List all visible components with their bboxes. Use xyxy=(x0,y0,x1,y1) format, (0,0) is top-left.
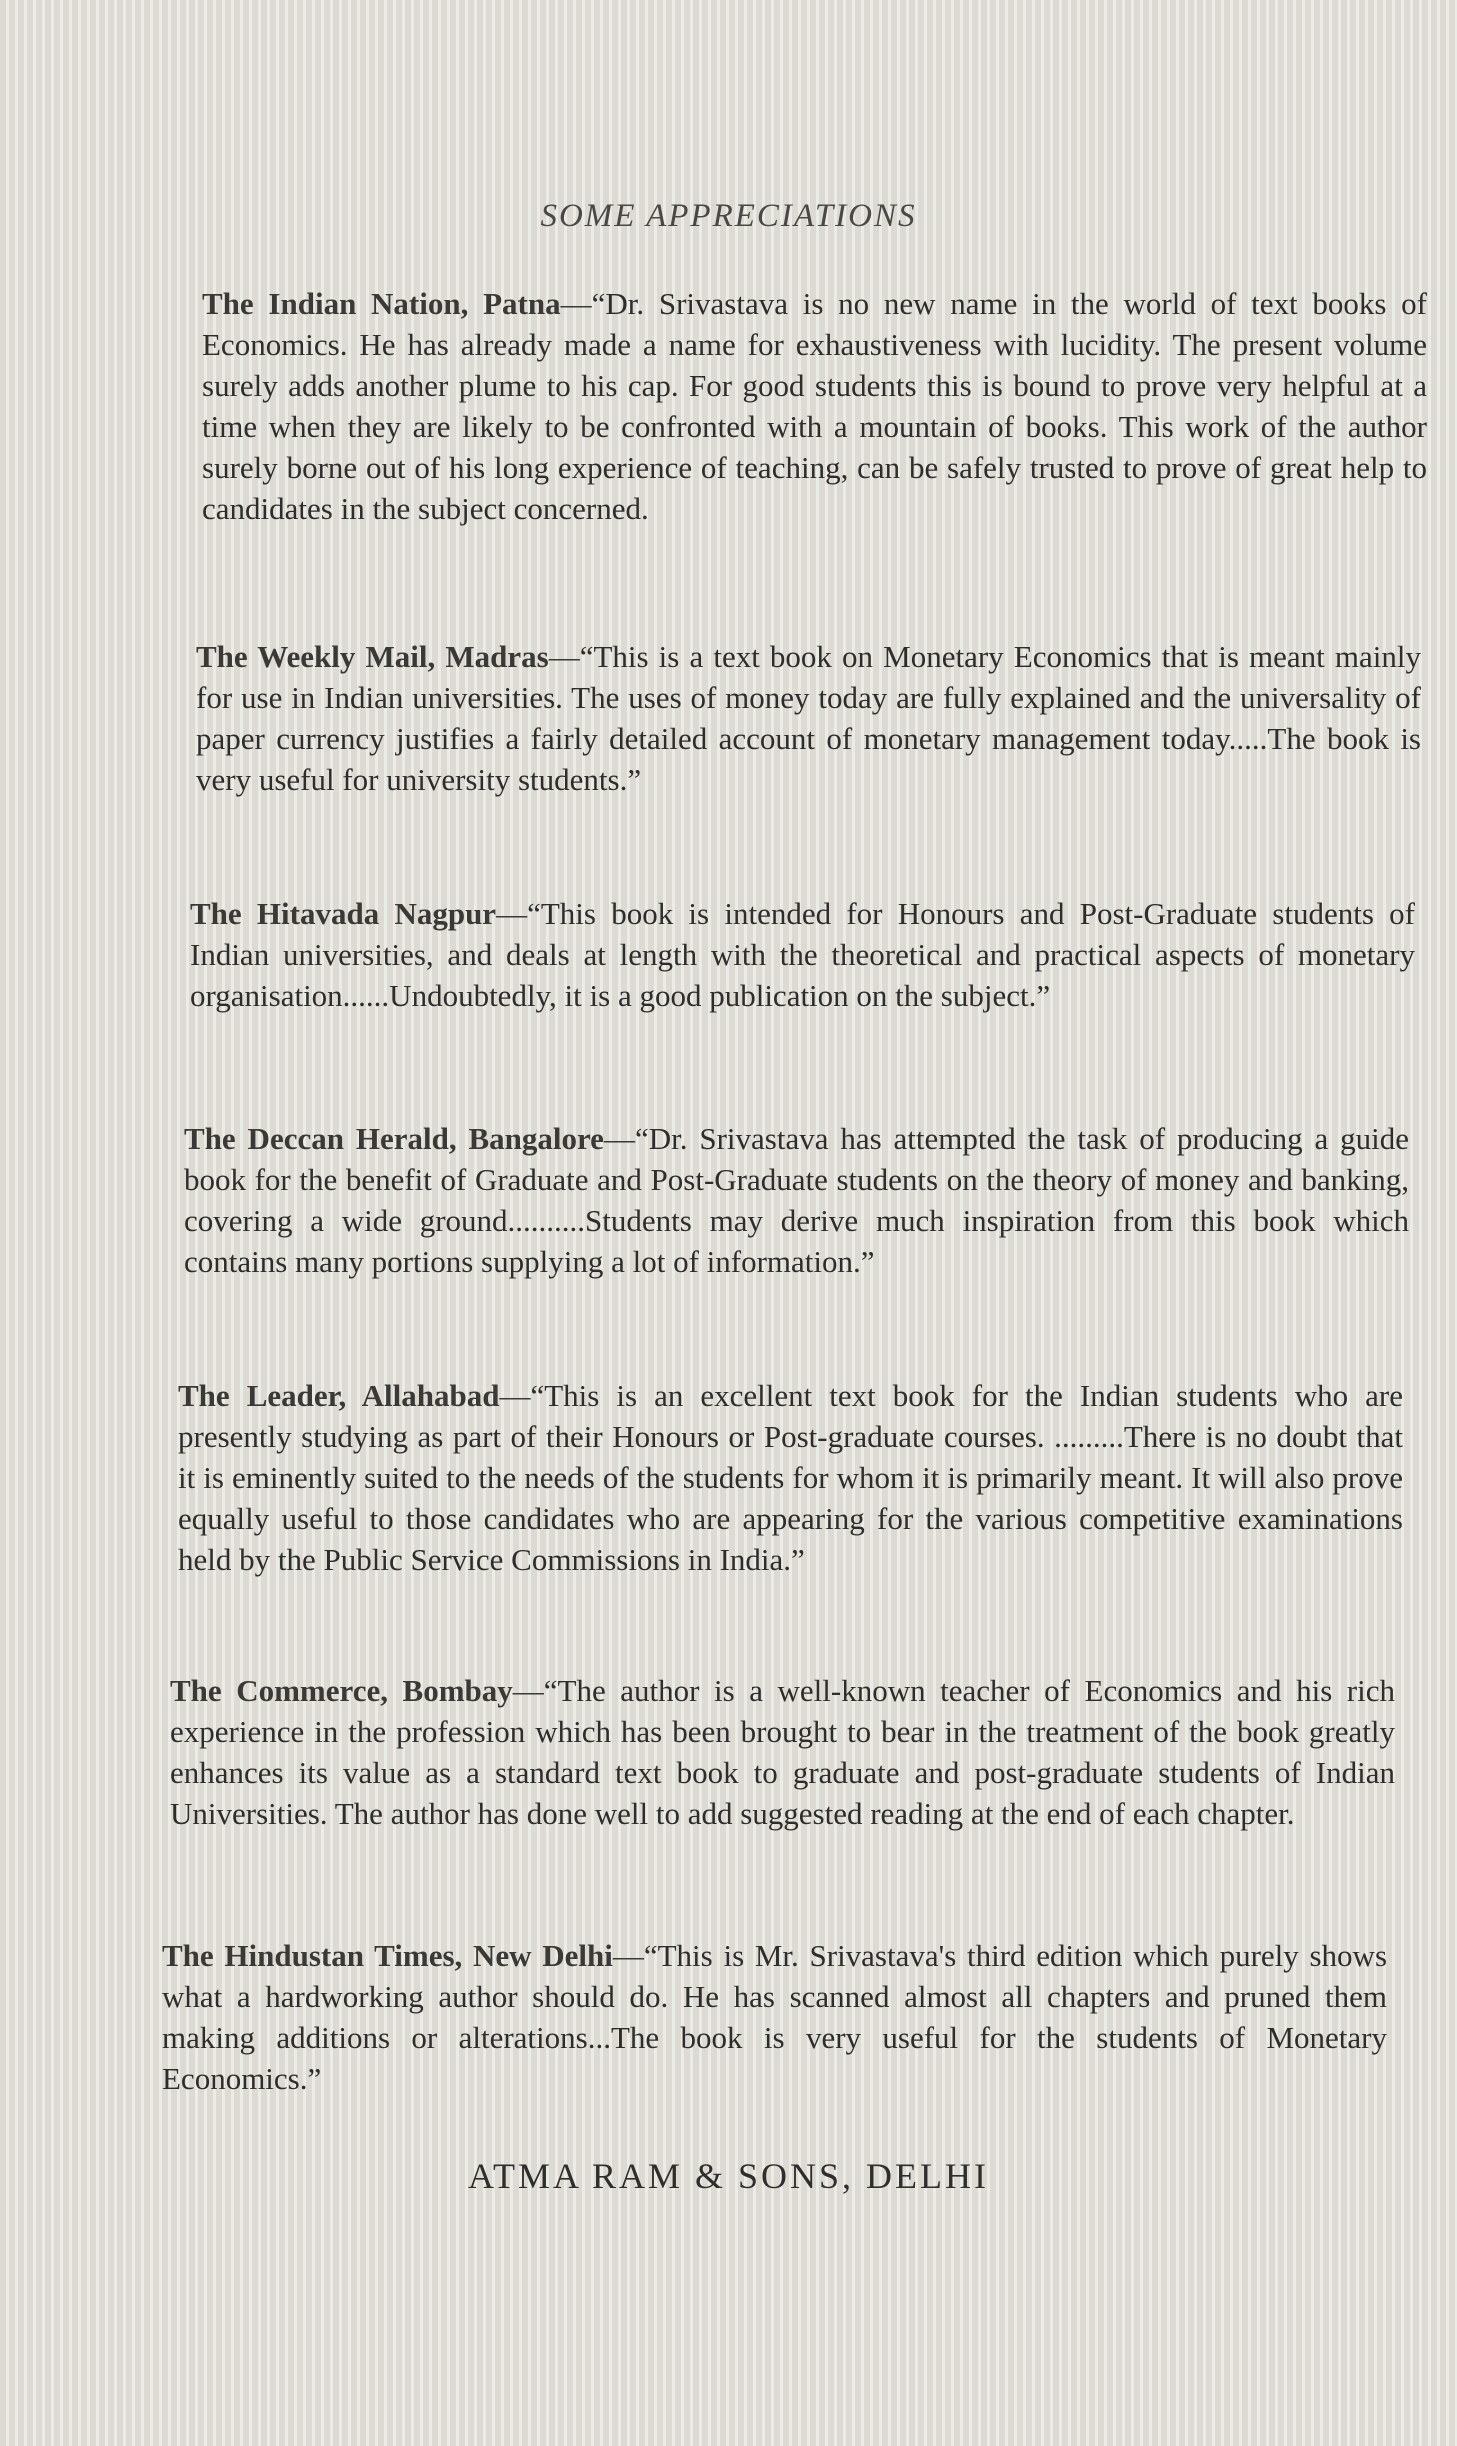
review-source: The Hitavada Nagpur xyxy=(190,896,497,931)
review-commerce xyxy=(170,1670,1395,1834)
review-source: The Hindustan Times, New Delhi xyxy=(162,1938,613,1973)
review-source: The Deccan Herald, Bangalore xyxy=(184,1121,604,1156)
review-quote: “This is a text book on Monetary Economics that is meant mainly for use in Indian universities. The uses of money today are fully explained and the universality of paper currency justifies a fairly detailed account of monetary management today.....The book is very useful for university students.” xyxy=(196,639,1421,797)
review-dash: — xyxy=(512,1673,544,1708)
review-indian-nation xyxy=(202,283,1427,529)
review-quote: “The author is a well-known teacher of Economics and his rich experience in the profession which has been brought to bear in the treatment of the book greatly enhances its value as a standard text book to graduate and post-graduate students of Indian Universities. The author has done well to add suggested reading at the end of each chapter. xyxy=(170,1673,1395,1831)
review-deccan-herald xyxy=(184,1118,1409,1282)
review-dash: — xyxy=(560,286,592,321)
review-dash: — xyxy=(499,1378,531,1413)
review-source: The Indian Nation, Patna xyxy=(202,286,561,321)
review-source: The Leader, Allahabad xyxy=(178,1378,500,1413)
review-source: The Weekly Mail, Madras xyxy=(196,639,549,674)
review-weekly-mail xyxy=(196,636,1421,800)
review-dash: — xyxy=(612,1938,644,1973)
review-quote: “This is an excellent text book for the Indian students who are presently studying as part of their Honours or Post-graduate courses. .........There is no doubt that it is eminently suited to the needs of the students for whom it is primarily meant. It will also prove equally useful to those candidates who are appearing for the various competitive examinations held by the Public Service Commissions in India.” xyxy=(178,1378,1403,1577)
review-hitavada xyxy=(190,893,1415,1016)
review-quote: “This is Mr. Srivastava's third edition which purely shows what a hardworking author should do. He has scanned almost all chapters and pruned them making additions or alterations...The book is very useful for the students of Monetary Economics.” xyxy=(162,1938,1388,2096)
review-dash: — xyxy=(548,639,580,674)
review-dash: — xyxy=(496,896,528,931)
publisher-imprint: ATMA RAM & SONS, DELHI xyxy=(467,2156,990,2196)
review-source: The Commerce, Bombay xyxy=(170,1673,513,1708)
review-quote: “This book is intended for Honours and Post-Graduate students of Indian universities, and deals at length with the theoretical and practical aspects of monetary organisation......Undoubtedly, it is a good publication on the subject.” xyxy=(190,896,1415,1013)
review-quote: “Dr. Srivastava is no new name in the world of text books of Economics. He has already made a name for exhaustiveness with lucidity. The present volume surely adds another plume to his cap. For good students this is bound to prove very helpful at a time when they are likely to be confronted with a mountain of books. This work of the author surely borne out of his long experience of teaching, can be safely trusted to prove of great help to candidates in the subject concerned. xyxy=(202,286,1427,526)
page-heading: SOME APPRECIATIONS xyxy=(540,198,917,234)
review-hindustan-times xyxy=(162,1935,1387,2099)
review-dash: — xyxy=(603,1121,635,1156)
review-leader xyxy=(178,1375,1403,1580)
review-quote: “Dr. Srivastava has attempted the task of producing a guide book for the benefit of Graduate and Post-Graduate students on the theory of money and banking, covering a wide ground..........Students may derive much inspiration from this book which contains many portions supplying a lot of information.” xyxy=(184,1121,1410,1279)
